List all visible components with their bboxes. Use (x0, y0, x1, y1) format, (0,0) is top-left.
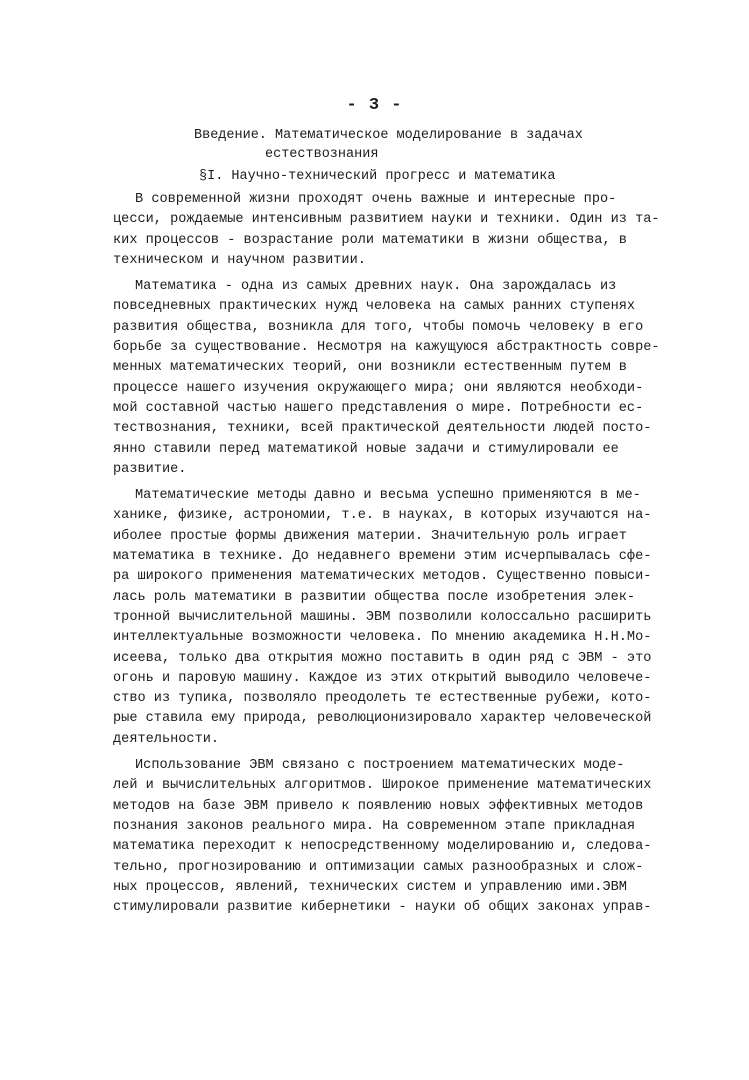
text-line: цесси, рождаемые интенсивным развитием науки и техники. Один из та- (113, 212, 660, 228)
text-line: математика переходит к непосредственному моделированию и, следова- (113, 839, 652, 855)
text-line: лей и вычислительных алгоритмов. Широкое применение математических (113, 778, 652, 794)
text-line: иболее простые формы движения материи. Значительную роль играет (113, 528, 627, 544)
text-line: тронной вычислительной машины. ЭВМ позволили колоссально расширить (113, 609, 652, 625)
text-line: исеева, только два открытия можно поставить в один ряд с ЭВМ - это (113, 650, 652, 666)
text-line: ра широкого применения математических методов. Существенно повыси- (113, 569, 652, 585)
text-line: менных математических теорий, они возникли естественным путем в (113, 360, 627, 376)
text-line: ных процессов, явлений, технических систем и управлению ими.ЭВМ (113, 879, 627, 895)
section-title: §I. Научно-технический прогресс и математика (199, 169, 556, 184)
text-line: математика в технике. До недавнего времени этим исчерпывалась сфе- (113, 549, 652, 565)
page-number: - 3 - (346, 96, 403, 115)
text-line: лась роль математики в развитии общества после изобретения элек- (113, 589, 636, 605)
text-line: интеллектуальные возможности человека. По мнению академика Н.Н.Мо- (113, 630, 652, 646)
paragraph (113, 277, 673, 480)
text-line: ких процессов - возрастание роли математики в жизни общества, в (113, 232, 627, 248)
text-line: Математические методы давно и весьма успешно применяются в ме- (135, 488, 641, 504)
text-line: техническом и научном развитии. (113, 252, 366, 268)
text-line: методов на базе ЭВМ привело к появлению новых эффективных методов (113, 798, 644, 814)
text-line: янно ставили перед математикой новые задачи и стимулировали ее (113, 441, 619, 457)
text-line: развития общества, возникла для того, чтобы помочь человеку в его (113, 319, 644, 335)
text-line: стимулировали развитие кибернетики - науки об общих законах управ- (113, 900, 652, 916)
text-line: тельно, прогнозированию и оптимизации самых разнообразных и слож- (113, 859, 644, 875)
chapter-title-line-2: естествознания (265, 147, 379, 162)
text-line: познания законов реального мира. На современном этапе прикладная (113, 818, 636, 834)
text-line: ство из тупика, позволяло преодолеть те естественные рубежи, кото- (113, 691, 652, 707)
chapter-heading (0, 126, 749, 186)
text-line: В современной жизни проходят очень важные и интересные про- (135, 192, 617, 207)
text-line: деятельности. (113, 731, 220, 747)
paragraph (113, 486, 673, 750)
paragraph (113, 756, 673, 918)
text-line: ханике, физике, астрономии, т.е. в науках, в которых изучаются на- (113, 508, 652, 524)
text-line: мой составной частью нашего представления о мире. Потребности ес- (113, 400, 644, 416)
paragraph (113, 190, 673, 271)
text-line: Использование ЭВМ связано с построением математических моде- (135, 758, 625, 774)
text-line: развитие. (113, 461, 187, 477)
text-line: огонь и паровую машину. Каждое из этих открытий выводило человече- (113, 670, 652, 686)
text-line: повседневных практических нужд человека на самых ранних ступенях (113, 299, 636, 315)
text-line: тествознания, техники, всей практической деятельности людей посто- (113, 421, 652, 437)
text-line: Математика - одна из самых древних наук. Она зарождалась из (135, 279, 617, 295)
text-line: процессе нашего изучения окружающего мира; они являются необходи- (113, 380, 644, 396)
body-text (113, 190, 673, 918)
text-line: рые ставила ему природа, революционизировало характер человеческой (113, 711, 652, 727)
chapter-title-line-1: Введение. Математическое моделирование в задачах (194, 128, 583, 143)
text-line: борьбе за существование. Несмотря на кажущуюся абстрактность совре- (113, 340, 660, 356)
